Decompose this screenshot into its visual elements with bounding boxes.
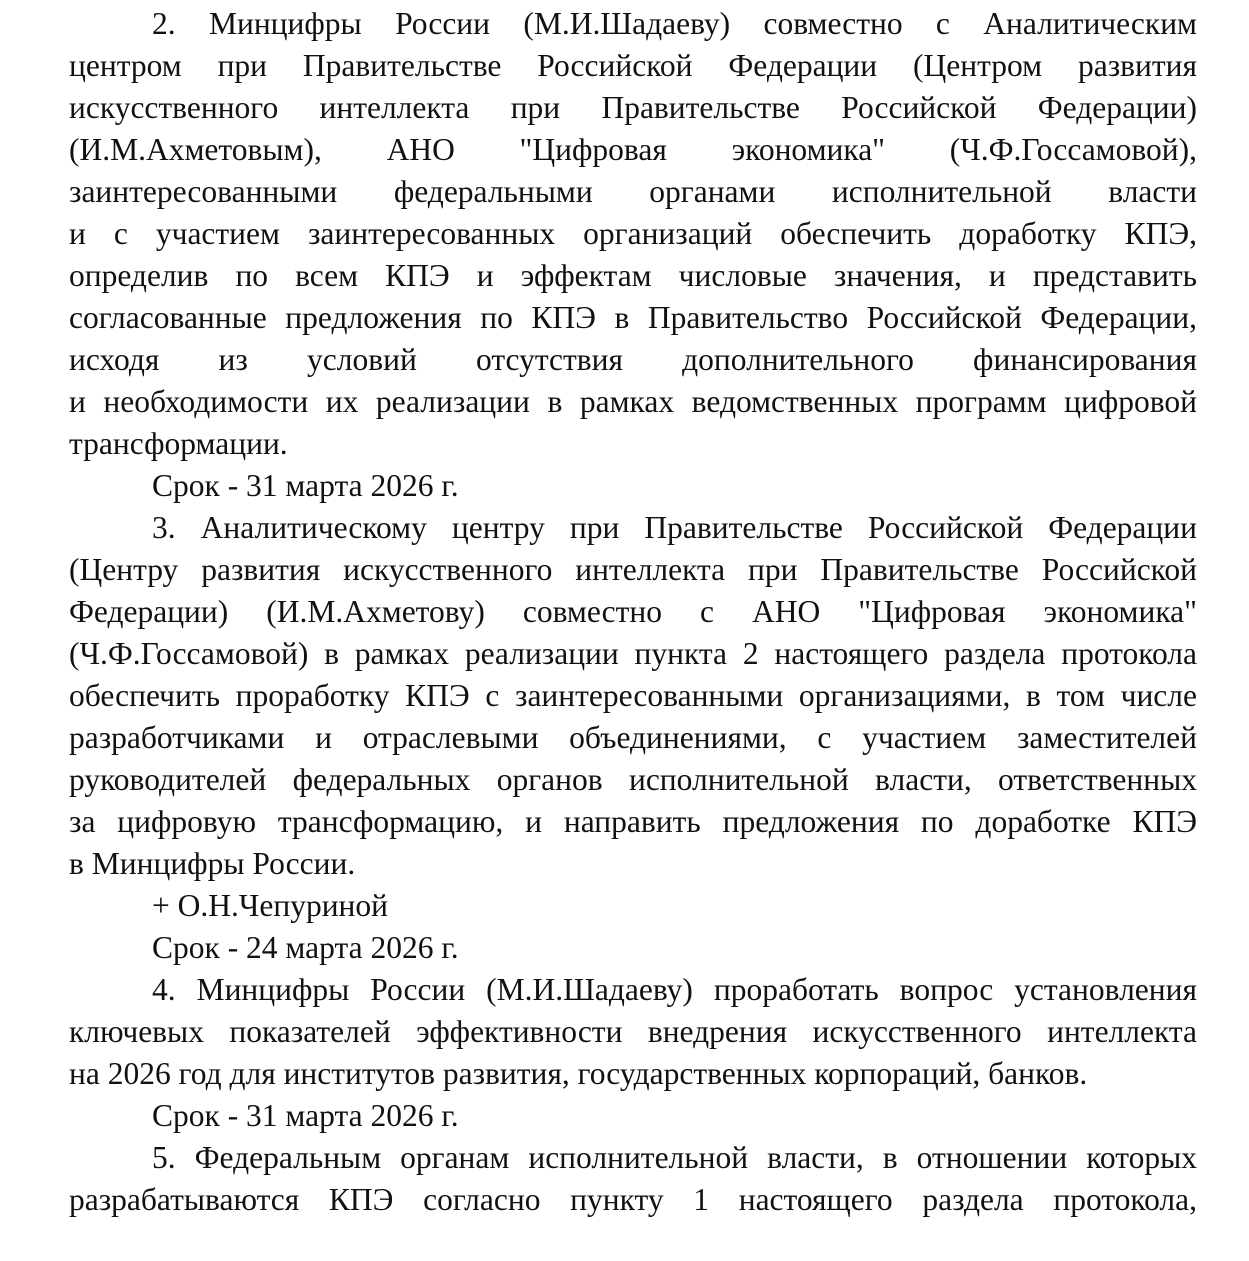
text-line: (И.М.Ахметовым), АНО "Цифровая экономика" (Ч.Ф.Госсамовой), — [69, 132, 1197, 167]
text-line: 2. Минцифры России (М.И.Шадаеву) совместно с Аналитическим — [152, 6, 1197, 41]
text-line: исходя из условий отсутствия дополнительного финансирования — [69, 342, 1197, 377]
text-line: разрабатываются КПЭ согласно пункту 1 настоящего раздела протокола, — [69, 1182, 1197, 1217]
deadline: Срок - 31 марта 2026 г. — [152, 468, 459, 503]
text-line: на 2026 год для институтов развития, государственных корпораций, банков. — [69, 1056, 1088, 1091]
text-line: руководителей федеральных органов исполнительной власти, ответственных — [69, 762, 1197, 797]
text-line: ключевых показателей эффективности внедрения искусственного интеллекта — [69, 1014, 1197, 1049]
item-2 — [69, 3, 1197, 507]
item-3 — [69, 507, 1197, 969]
addendum: + О.Н.Чепуриной — [152, 888, 389, 923]
item-4 — [69, 969, 1197, 1137]
text-line: Федерации) (И.М.Ахметову) совместно с АНО "Цифровая экономика" — [69, 594, 1197, 629]
text-line: 4. Минцифры России (М.И.Шадаеву) проработать вопрос установления — [152, 972, 1197, 1007]
text-line: обеспечить проработку КПЭ с заинтересованными организациями, в том числе — [69, 678, 1197, 713]
text-line: и с участием заинтересованных организаций обеспечить доработку КПЭ, — [69, 216, 1197, 251]
text-line: согласованные предложения по КПЭ в Правительство Российской Федерации, — [69, 300, 1197, 335]
text-line: трансформации. — [69, 426, 288, 461]
text-line: 5. Федеральным органам исполнительной власти, в отношении которых — [152, 1140, 1197, 1175]
text-line: и необходимости их реализации в рамках ведомственных программ цифровой — [69, 384, 1197, 419]
text-line: искусственного интеллекта при Правительстве Российской Федерации) — [69, 90, 1197, 125]
text-line: в Минцифры России. — [69, 846, 356, 881]
text-line: центром при Правительстве Российской Федерации (Центром развития — [69, 48, 1197, 83]
text-line: (Ч.Ф.Госсамовой) в рамках реализации пункта 2 настоящего раздела протокола — [69, 636, 1197, 671]
text-line: 3. Аналитическому центру при Правительстве Российской Федерации — [152, 510, 1197, 545]
text-line: (Центру развития искусственного интеллекта при Правительстве Российской — [69, 552, 1197, 587]
text-line: заинтересованными федеральными органами исполнительной власти — [69, 174, 1197, 209]
document-page — [69, 3, 1197, 1221]
item-5 — [69, 1137, 1197, 1221]
deadline: Срок - 31 марта 2026 г. — [152, 1098, 459, 1133]
text-line: разработчиками и отраслевыми объединениями, с участием заместителей — [69, 720, 1197, 755]
text-line: определив по всем КПЭ и эффектам числовые значения, и представить — [69, 258, 1197, 293]
deadline: Срок - 24 марта 2026 г. — [152, 930, 459, 965]
text-line: за цифровую трансформацию, и направить предложения по доработке КПЭ — [69, 804, 1197, 839]
